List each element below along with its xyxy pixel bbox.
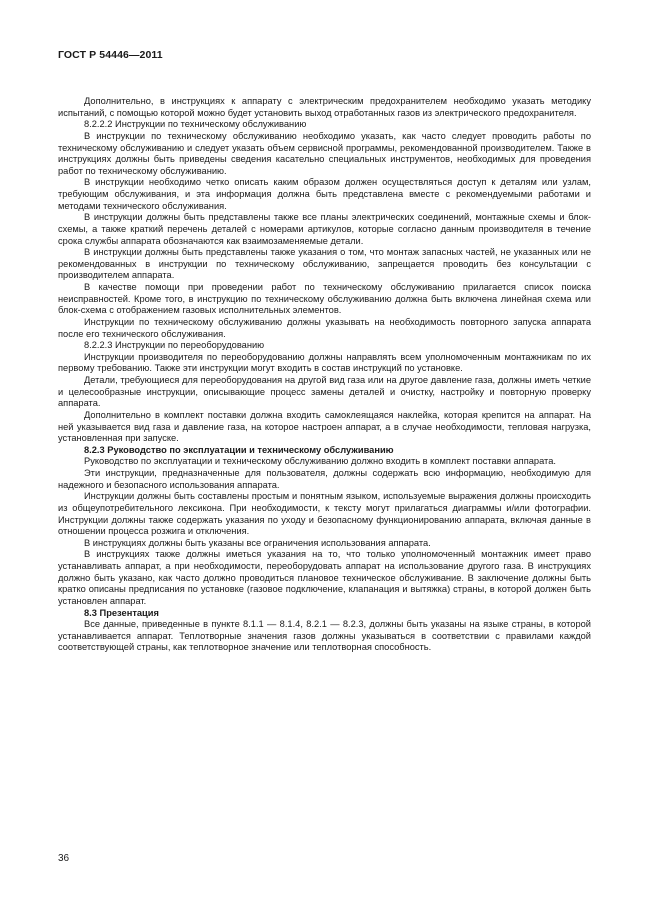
section-heading-8-3: 8.3 Презентация bbox=[84, 607, 159, 618]
paragraph: В инструкции по техническому обслуживанию необходимо указать, как часто следует проводить работы по техническому обслуживанию и следует указать объем сервисной программы, рекомендованной производителем. Также в инструкциях должны быть приведены сведения касательно специальных инструментов, необходимых для проведения работ по техническому обслуживанию. bbox=[58, 130, 591, 176]
paragraph: В инструкции должны быть представлены также указания о том, что монтаж запасных частей, не указанных или не рекомендованных в инструкции по техническому обслуживанию, запрещается проводить без консультации с производителем аппарата. bbox=[58, 247, 591, 281]
paragraph: В инструкциях также должны иметься указания на то, что только уполномоченный монтажник имеет право устанавливать аппарат, а при необходимости, переоборудовать аппарат на использование другого газа. В инструкциях должно быть указано, как часто должно проводиться плановое техническое обслуживание. В заключение должны быть кратко описаны предписания по установке (газовое подключение, клапанация и вытяжка) страны, в которой должен быть установлен аппарат. bbox=[58, 549, 591, 606]
section-heading-8-2-2-2: 8.2.2.2 Инструкции по техническому обслуживанию bbox=[84, 119, 307, 130]
paragraph: В инструкции должны быть представлены также все планы электрических соединений, монтажные схемы и блок-схемы, а также краткий перечень деталей с номерами артикулов, которые согласно данным производителя в течение срока службы аппарата обозначаются как взаимозаменяемые детали. bbox=[58, 212, 591, 246]
page-number: 36 bbox=[58, 853, 70, 864]
paragraph: Инструкции производителя по переоборудованию должны направлять всем уполномоченным монтажникам по их первому требованию. Также эти инструкции могут входить в состав инструкций по установке. bbox=[58, 351, 591, 374]
paragraph: Дополнительно, в инструкциях к аппарату с электрическим предохранителем необходимо указать методику испытаний, с помощью которой можно будет установить выход отработанных газов из электрического предохранителя. bbox=[58, 96, 591, 118]
paragraph: Руководство по эксплуатации и техническому обслуживанию должно входить в комплект поставки аппарата. bbox=[84, 456, 556, 467]
document-standard-header: ГОСТ Р 54446—2011 bbox=[58, 49, 163, 61]
paragraph: В качестве помощи при проведении работ по техническому обслуживанию прилагается список поиска неисправностей. Кроме того, в инструкцию по техническому обслуживанию должна быть включена линейная схема или блок-схема с отображением газовых исполнительных элементов. bbox=[58, 282, 591, 316]
paragraph: В инструкции необходимо четко описать каким образом должен осуществляться доступ к деталям или узлам, требующим обслуживания, и эта информация должна быть представлена вместе с рекомендуемыми работами и методами технического обслуживания. bbox=[58, 177, 591, 211]
paragraph: Все данные, приведенные в пункте 8.1.1 — 8.1.4, 8.2.1 — 8.2.3, должны быть указаны на языке страны, в которой устанавливается аппарат. Теплотворные значения газов должны указываться в соответствии с правилами каждой соответствующей страны, как теплотворное значение или теплотворная способность. bbox=[58, 619, 591, 653]
paragraph: Эти инструкции, предназначенные для пользователя, должны содержать всю информацию, необходимую для надежного и безопасного использования аппарата. bbox=[58, 468, 591, 490]
document-body bbox=[58, 96, 591, 654]
section-heading-8-2-3: 8.2.3 Руководство по эксплуатации и техническому обслуживанию bbox=[84, 444, 394, 455]
paragraph: Инструкции должны быть составлены простым и понятным языком, используемые выражения должны происходить из общеупотребительного лексикона. При необходимости, к тексту могут прилагаться диаграммы и/или фотографии. Инструкции должны также содержать указания по уходу и безопасному функционированию аппарата, включая данные в отношении процесса розжига и отключения. bbox=[58, 491, 591, 537]
paragraph: В инструкциях должны быть указаны все ограничения использования аппарата. bbox=[84, 537, 431, 548]
paragraph: Инструкции по техническому обслуживанию должны указывать на необходимость повторного запуска аппарата после его технического обслуживания. bbox=[58, 316, 591, 339]
section-heading-8-2-2-3: 8.2.2.3 Инструкции по переоборудованию bbox=[84, 340, 265, 351]
paragraph: Дополнительно в комплект поставки должна входить самоклеящаяся наклейка, которая крепится на аппарат. На ней указывается вид газа и давление газа, на которое настроен аппарат, а в случае необходимости, тепловая нагрузка, установленная при запуске. bbox=[58, 409, 591, 444]
paragraph: Детали, требующиеся для переоборудования на другой вид газа или на другое давление газа, должны иметь четкие и целесообразные инструкции, описывающие процесс замены деталей и очистку, настройку и повторную проверку аппарата. bbox=[58, 375, 591, 409]
